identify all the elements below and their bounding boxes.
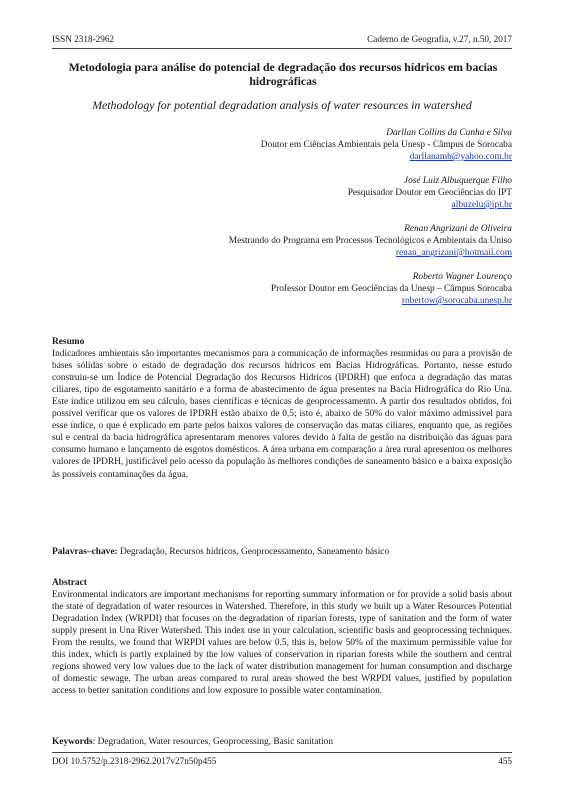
keywords-text: : Degradation, Water resources, Geoprocessing, Basic sanitation [92,737,334,747]
author-block [52,223,512,259]
keywords-label: Keywords [52,737,93,747]
footer-divider [52,752,512,753]
author-email-link[interactable]: albuzelu@ipt.br [451,200,512,210]
author-name: José Luiz Albuquerque Filho [403,176,512,186]
abstract-heading: Abstract [52,578,87,588]
running-footer [52,756,512,767]
abstract-section [52,577,512,697]
author-affiliation: Doutor em Ciências Ambientais pela Unesp - Câmpus de Sorocaba [260,140,512,150]
author-email-link[interactable]: renan_angrizani@hotmail.com [395,248,512,258]
author-list [52,127,512,319]
palavras-chave-text: Degradação, Recursos hídricos, Geoprocessamento, Saneamento básico [117,547,390,557]
author-block [52,127,512,163]
author-name: Darllan Collins da Cunha e Silva [386,128,512,138]
author-name: Roberto Wagner Lourenço [412,272,512,282]
doi: DOI 10.5752/p.2318-2962.2017v27n50p455 [52,756,217,766]
issn: ISSN 2318-2962 [52,34,115,44]
author-block [52,175,512,211]
author-affiliation: Professor Doutor em Geociências da Unesp – Câmpus Sorocaba [270,284,512,294]
author-block [52,271,512,307]
running-header [52,34,512,45]
author-affiliation: Pesquisador Doutor em Geociências do IPT [347,188,512,198]
paper-subtitle: Methodology for potential degradation analysis of water resources in watershed [92,98,472,112]
header-divider [52,48,512,49]
author-email-link[interactable]: robertow@sorocaba.unesp.br [401,296,512,306]
resumo-section [52,336,512,481]
page-number: 455 [498,756,512,766]
paper-title: Metodologia para análise do potencial de degradação dos recursos hídricos em bacias hidrográficas [68,60,498,88]
palavras-chave [52,546,512,558]
author-name: Renan Angrizani de Oliveira [404,224,512,234]
keywords [52,736,512,748]
journal-citation: Caderno de Geografia, v.27, n.50, 2017 [367,34,512,44]
abstract-text: Environmental indicators are important mechanisms for reporting summary information or for provide a solid basis about the state of degradation of water resources in Watershed. Therefore, in this study we built up a Water Resources Potential Degradation Index (WRPDI) that focuses on the degradation of riparian forests, type of sanitation and the form of water supply present in Una River Watershed. This index use in your calculation, scientific basis and geoprocessing techniques. From the results, we found that WRPDI values are below 0.5, this is, below 50% of the maximum permissible value for this index, which is partly explained by the low values of conservation in riparian forests while the southern and central regions showed very low values due to the lack of water distribution management for human consumption and discharge of domestic sewage. The urban areas compared to rural areas showed the best WRPDI values, justified by population access to better sanitation conditions and low exposure to possible water contamination. [52,590,512,697]
author-affiliation: Mestrando do Programa em Processos Tecnológicos e Ambientais da Uniso [228,236,512,246]
resumo-heading: Resumo [52,337,85,347]
palavras-chave-label: Palavras–chave: [52,547,118,557]
author-email-link[interactable]: darllanamb@yahoo.com.br [409,152,512,162]
resumo-text: Indicadores ambientais são importantes mecanismos para a comunicação de informações resumidas ou para a provisão de bases sólidas sobre o estado de degradação dos recursos hídricos em Bacias Hidrográficas. Portanto, nesse estudo construiu-se um Índice de Potencial Degradação dos Recursos Hídricos (IPDRH) que enfoca a degradação das matas ciliares, tipo de esgotamento sanitário e a forma de abastecimento de água presentes na Bacia Hidrográfica do Rio Una. Este índice utilizou em seu cálculo, bases científicas e técnicas de geoprocessamento. A partir dos resultados obtidos, foi possível verificar que os valores de IPDRH estão abaixo de 0,5; isto é, abaixo de 50% do valor máximo admissível para esse índice, o que é explicado em parte pelos baixos valores de conservação das matas ciliares, enquanto que, as regiões sul e central da bacia hidrográfica apresentaram menores valores devido à falta de gestão na distribuição das águas para consumo humano e lançamento de esgotos domésticos. A área urbana em comparação a área rural apresentou os melhores valores de IPDRH, justificável pelo acesso da população às melhores condições de saneamento básico e a baixa exposição às possíveis contaminações da água. [52,349,512,480]
